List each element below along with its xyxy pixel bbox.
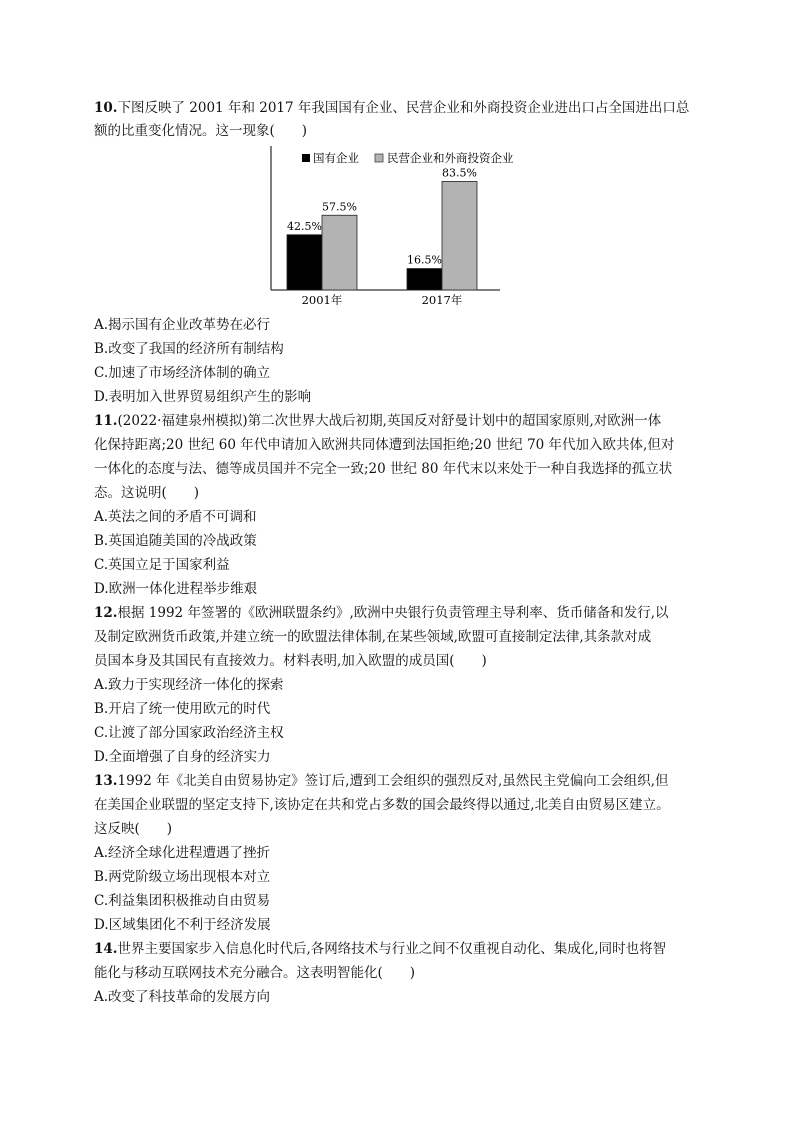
question-12-number: 12. (94, 605, 118, 621)
q11-option-a: A.英法之间的矛盾不可调和 (94, 509, 257, 525)
q10-option-b: B.改变了我国的经济所有制结构 (94, 341, 284, 357)
question-14-number: 14. (94, 941, 118, 957)
data-label-state-2001年: 42.5% (287, 219, 322, 233)
question-13-line-2: 在美国企业联盟的坚定支持下,该协定在共和党占多数的国会最终得以通过,北美自由贸易区建立。 (94, 797, 670, 813)
question-11-line-3: 一体化的态度与法、德等成员国并不完全一致;20 世纪 80 年代末以来处于一种自我选择的孤立状 (94, 461, 673, 477)
question-12-text-1: 根据 1992 年签署的《欧洲联盟条约》,欧洲中央银行负责管理主导利率、货币储备和发行,以 (117, 605, 669, 621)
question-14-line-2: 能化与移动互联网技术充分融合。这表明智能化( ) (94, 965, 416, 981)
q13-option-c: C.利益集团积极推动自由贸易 (94, 893, 271, 909)
question-11-line-1 (94, 410, 661, 432)
q13-option-d: D.区域集团化不利于经济发展 (94, 917, 271, 933)
question-13-number: 13. (94, 773, 118, 789)
q12-option-d: D.全面增强了自身的经济实力 (94, 749, 271, 765)
legend-swatch-private (375, 154, 383, 162)
q10-option-d: D.表明加入世界贸易组织产生的影响 (94, 389, 312, 405)
question-10-line-2: 额的比重变化情况。这一现象( ) (94, 123, 308, 139)
q11-option-b: B.英国追随美国的冷战政策 (94, 533, 257, 549)
bar-private-2001年 (322, 215, 357, 290)
chart-legend (302, 151, 514, 165)
question-11-text-1: (2022·福建泉州模拟)第二次世界大战后初期,英国反对舒曼计划中的超国家原则,对欧洲一体 (117, 413, 662, 429)
data-label-state-2017年: 16.5% (407, 253, 442, 267)
chart-bars (287, 166, 477, 290)
question-11-line-2: 化保持距离;20 世纪 60 年代申请加入欧洲共同体遭到法国拒绝;20 世纪 70 年代加入欧共体,但对 (94, 437, 675, 453)
q12-option-a: A.致力于实现经济一体化的探索 (94, 677, 284, 693)
question-14-text-1: 世界主要国家步入信息化时代后,各网络技术与行业之间不仅重视自动化、集成化,同时也将智 (117, 941, 667, 957)
question-10-number: 10. (94, 100, 118, 116)
question-10-line-1 (94, 97, 689, 119)
q13-option-b: B.两党阶级立场出现根本对立 (94, 869, 271, 885)
q13-option-a: A.经济全球化进程遭遇了挫折 (94, 845, 271, 861)
q10-option-c: C.加速了市场经济体制的确立 (94, 365, 271, 381)
q14-option-a: A.改变了科技革命的发展方向 (94, 989, 271, 1005)
question-10-text-1: 下图反映了 2001 年和 2017 年我国国有企业、民营企业和外商投资企业进出口占全国进出口总 (117, 100, 690, 116)
q11-option-c: C.英国立足于国家利益 (94, 557, 230, 573)
x-tick-2001: 2001年 (301, 293, 343, 307)
q12-option-b: B.开启了统一使用欧元的时代 (94, 701, 271, 717)
legend-swatch-state (302, 154, 310, 162)
question-12-line-3: 员国本身及其国民有直接效力。材料表明,加入欧盟的成员国( ) (94, 653, 487, 669)
legend-label-private: 民营企业和外商投资企业 (387, 151, 514, 165)
x-tick-2017: 2017年 (421, 293, 463, 307)
bar-state-2017年 (407, 269, 442, 290)
question-14-line-1 (94, 938, 666, 960)
question-11-number: 11. (94, 413, 118, 429)
question-13-line-1 (94, 770, 669, 792)
question-12-line-2: 及制定欧洲货币政策,并建立统一的欧盟法律体制,在某些领域,欧盟可直接制定法律,其条款对成 (94, 629, 652, 645)
data-label-private-2001年: 57.5% (322, 200, 357, 214)
question-13-text-1: 1992 年《北美自由贸易协定》签订后,遭到工会组织的强烈反对,虽然民主党偏向工会组织,但 (117, 773, 669, 789)
q11-option-d: D.欧洲一体化进程举步维艰 (94, 581, 258, 597)
question-13-line-3: 这反映( ) (94, 821, 173, 837)
bar-private-2017年 (442, 181, 477, 290)
question-11-line-4: 态。这说明( ) (94, 485, 200, 501)
bar-chart (262, 146, 532, 312)
q12-option-c: C.让渡了部分国家政治经济主权 (94, 725, 284, 741)
legend-label-state: 国有企业 (313, 151, 359, 165)
q10-option-a: A.揭示国有企业改革势在必行 (94, 317, 271, 333)
data-label-private-2017年: 83.5% (442, 166, 477, 180)
question-12-line-1 (94, 602, 669, 624)
bar-state-2001年 (287, 235, 322, 290)
